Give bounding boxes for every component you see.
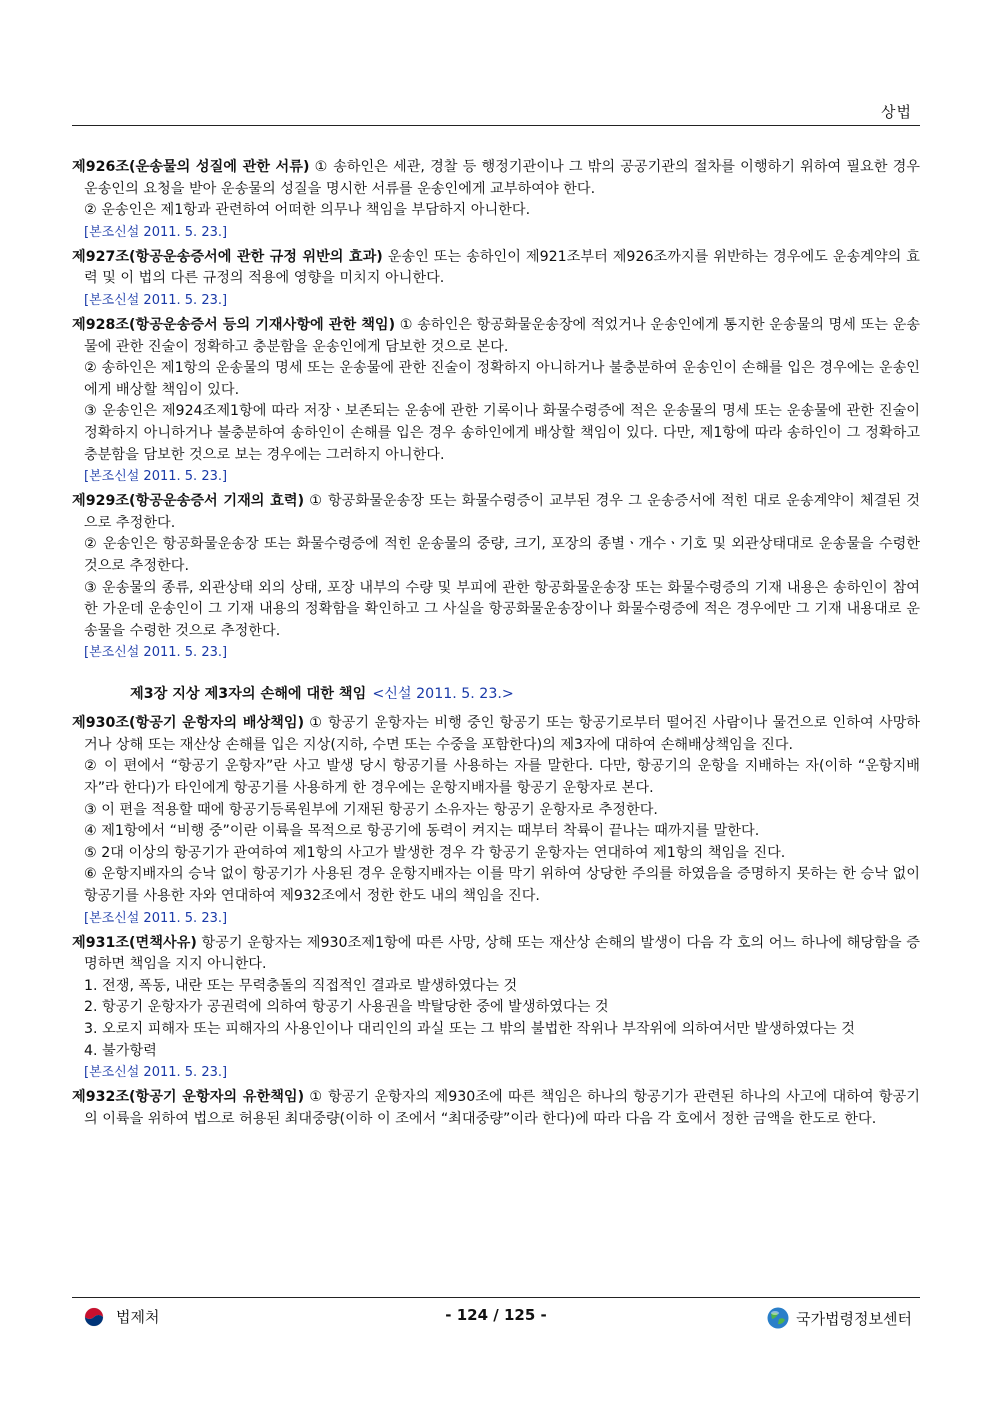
chapter-heading [72, 683, 920, 705]
page-footer [72, 1304, 920, 1330]
amendment-note[interactable]: [본조신설 2011. 5. 23.] [84, 1065, 228, 1081]
article-lead [72, 247, 920, 290]
list-item: 3. 오로지 피해자 또는 피해자의 사용인이나 대리인의 과실 또는 그 밖의 불법한 작위나 부작위에 의하여서만 발생하였다는 것 [84, 1021, 855, 1037]
article-paragraph: ③ 운송인은 제924조제1항에 따라 저장ㆍ보존되는 운송에 관한 기록이나 화물수령증에 적은 운송물의 명세 또는 운송물에 관한 진술이 정확하지 아니하거나 불충분하여 송하인이 손해를 입은 경우 송하인에게 배상할 책임이 있다. 다만, 제1항에 따라 송하인이 그 정확하고 충분함을 담보한 것으로 보는 경우에는 그러하지 아니한다. [84, 403, 920, 463]
article-paragraph: ⑤ 2대 이상의 항공기가 관여하여 제1항의 사고가 발생한 경우 각 항공기 운항자는 연대하여 제1항의 책임을 진다. [84, 844, 786, 861]
article-paragraph: ② 운송인은 항공화물운송장 또는 화물수령증에 적힌 운송물의 중량, 크기, 포장의 종별ㆍ개수ㆍ기호 및 외관상태대로 운송물을 수령한 것으로 추정한다. [84, 536, 920, 574]
article-lead [72, 713, 920, 756]
footer-right [766, 1306, 912, 1330]
globe-icon [766, 1306, 790, 1330]
header-divider [72, 125, 920, 126]
article-text: 항공기 운항자는 제930조제1항에 따른 사망, 상해 또는 재산상 손해의 발생이 다음 각 호의 어느 하나에 해당함을 증명하면 책임을 지지 아니한다. [84, 934, 920, 973]
article-text: ① 항공기 운항자는 비행 중인 항공기 또는 항공기로부터 떨어진 사람이나 물건으로 인하여 사망하거나 상해 또는 재산상 손해를 입은 지상(지하, 수면 또는 수중을 포함한다)의 제3자에 대하여 손해배상책임을 진다. [84, 715, 920, 753]
chapter-title: 제3장 지상 제3자의 손해에 대한 책임 [130, 686, 367, 703]
article-title: 제928조(항공운송증서 등의 기재사항에 관한 책임) [72, 316, 396, 333]
article-lead [72, 933, 920, 976]
footer-org-label: 법제처 [116, 1308, 160, 1326]
footer-center-label: 국가법령정보센터 [796, 1309, 912, 1328]
article-926 [72, 157, 920, 243]
list-item: 4. 불가항력 [84, 1042, 157, 1059]
article-paragraph: ② 이 편에서 “항공기 운항자”란 사고 발생 당시 항공기를 사용하는 자를 말한다. 다만, 항공기의 운항을 지배하는 자(이하 “운항지배자”라 한다)가 타인에게 항공기를 사용하게 한 경우에는 운항지배자를 항공기 운항자로 본다. [84, 758, 920, 797]
article-paragraph: ③ 운송물의 종류, 외관상태 외의 상태, 포장 내부의 수량 및 부피에 관한 항공화물운송장 또는 화물수령증의 기재 내용은 송하인이 참여한 가운데 운송인이 그 기재 내용의 정확함을 확인하고 그 사실을 항공화물운송장이나 화물수령증에 적은 경우에만 그 기재 내용대로 운송물을 수령한 것으로 추정한다. [84, 579, 920, 639]
article-927 [72, 247, 920, 311]
list-item: 1. 전쟁, 폭동, 내란 또는 무력충돌의 직접적인 결과로 발생하였다는 것 [84, 977, 518, 994]
article-paragraph: ⑥ 운항지배자의 승낙 없이 항공기가 사용된 경우 운항지배자는 이를 막기 위하여 상당한 주의를 하였음을 증명하지 못하는 한 승낙 없이 항공기를 사용한 자와 연대하여 제932조에서 정한 한도 내의 책임을 진다. [84, 866, 920, 905]
article-lead [72, 157, 920, 200]
article-title: 제926조(운송물의 성질에 관한 서류) [72, 159, 310, 175]
article-paragraph: ② 송하인은 제1항의 운송물의 명세 또는 운송물에 관한 진술이 정확하지 아니하거나 불충분하여 운송인이 손해를 입은 경우에는 운송인에게 배상할 책임이 있다. [84, 360, 920, 398]
article-title: 제932조(항공기 운항자의 유한책임) [72, 1089, 305, 1106]
amendment-note[interactable]: [본조신설 2011. 5. 23.] [84, 645, 228, 661]
amendment-note[interactable]: [본조신설 2011. 5. 23.] [84, 469, 228, 485]
article-paragraph: ② 운송인은 제1항과 관련하여 어떠한 의무나 책임을 부담하지 아니한다. [84, 202, 531, 219]
article-title: 제931조(면책사유) [72, 934, 197, 951]
article-929 [72, 491, 920, 663]
footer-divider [72, 1297, 920, 1298]
article-text: ① 항공화물운송장 또는 화물수령증이 교부된 경우 그 운송증서에 적힌 대로 운송계약이 체결된 것으로 추정한다. [84, 493, 920, 531]
article-title: 제929조(항공운송증서 기재의 효력) [72, 493, 305, 510]
amendment-note[interactable]: [본조신설 2011. 5. 23.] [84, 910, 228, 926]
article-lead [72, 491, 920, 534]
article-931 [72, 933, 920, 1084]
page-number: - 124 / 125 - [445, 1306, 547, 1324]
article-930 [72, 713, 920, 928]
list-item: 2. 항공기 운항자가 공권력에 의하여 항공기 사용권을 박탈당한 중에 발생하였다는 것 [84, 999, 609, 1016]
amendment-note[interactable]: [본조신설 2011. 5. 23.] [84, 224, 228, 240]
article-text: ① 송하인은 세관, 경찰 등 행정기관이나 그 밖의 공공기관의 절차를 이행하기 위하여 필요한 경우 운송인의 요청을 받아 운송물의 성질을 명시한 서류를 운송인에게 교부하여야 한다. [84, 159, 920, 197]
article-text: 운송인 또는 송하인이 제921조부터 제926조까지를 위반하는 경우에도 운송계약의 효력 및 이 법의 다른 규정의 적용에 영향을 미치지 아니한다. [84, 248, 920, 287]
article-lead [72, 1087, 920, 1130]
chapter-amendment-note[interactable]: <신설 2011. 5. 23.> [372, 686, 514, 703]
article-paragraph: ③ 이 편을 적용할 때에 항공기등록원부에 기재된 항공기 소유자는 항공기 운항자로 추정한다. [84, 801, 658, 818]
document-body [72, 157, 920, 1134]
article-paragraph: ④ 제1항에서 “비행 중”이란 이륙을 목적으로 항공기에 동력이 켜지는 때부터 착륙이 끝나는 때까지를 말한다. [84, 823, 760, 840]
article-932 [72, 1087, 920, 1130]
page-header-title: 상법 [881, 103, 912, 121]
article-title: 제930조(항공기 운항자의 배상책임) [72, 715, 305, 732]
article-text: ① 항공기 운항자의 제930조에 따른 책임은 하나의 항공기가 관련된 하나의 사고에 대하여 항공기의 이륙을 위하여 법으로 허용된 최대중량(이하 이 조에서 “최대중량”이라 한다)에 따라 다음 각 호에서 정한 금액을 한도로 한다. [84, 1089, 920, 1127]
article-lead [72, 315, 920, 358]
amendment-note[interactable]: [본조신설 2011. 5. 23.] [84, 292, 228, 308]
article-title: 제927조(항공운송증서에 관한 규정 위반의 효과) [72, 248, 383, 265]
article-928 [72, 315, 920, 487]
article-text: ① 송하인은 항공화물운송장에 적었거나 운송인에게 통지한 운송물의 명세 또는 운송물에 관한 진술이 정확하고 충분함을 운송인에게 담보한 것으로 본다. [84, 316, 920, 355]
